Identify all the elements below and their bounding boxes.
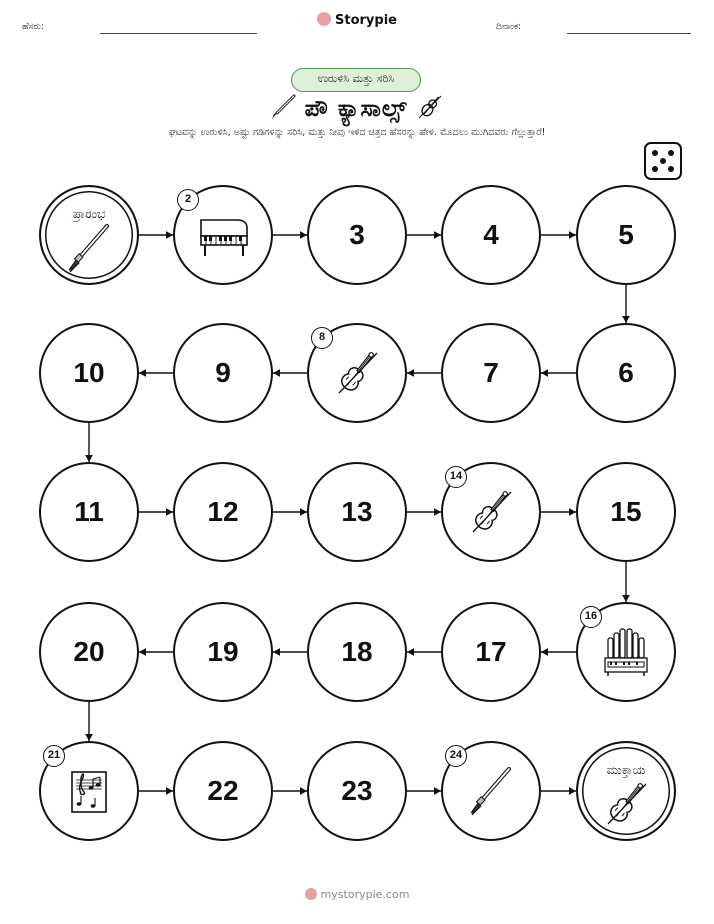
sheet-music-icon [64,766,114,816]
board-space-17[interactable] [441,602,541,702]
space-badge: 2 [177,189,199,211]
activity-pill: ಉರುಳಿಸಿ ಮತ್ತು ಸರಿಸಿ [291,68,421,92]
space-number: 9 [215,357,231,388]
arrow-head [407,369,414,377]
space-number: 11 [74,496,104,527]
arrow-head [300,231,307,239]
board-space-9[interactable] [173,323,273,423]
violin-icon [329,345,385,401]
space-number: 15 [610,496,642,527]
board-space-7[interactable] [441,323,541,423]
arrow-head [434,787,441,795]
arrow-head [541,369,548,377]
brand-name: Storypie [335,13,397,28]
board-space-23[interactable] [307,741,407,841]
arrow-head [85,734,93,741]
start-label: ಪ್ರಾರಂಭ [72,207,106,221]
violin-icon [463,484,519,540]
arrow-head [407,648,414,656]
board-space-19[interactable] [173,602,273,702]
brush-icon [463,763,519,819]
space-number: 10 [73,357,105,388]
arrow-head [166,508,173,516]
arrow-head [541,648,548,656]
board-space-10[interactable] [39,323,139,423]
board-space-6[interactable] [576,323,676,423]
violin-icon [598,776,654,832]
arrow-head [622,316,630,323]
space-number: 17 [475,636,507,667]
board-space-18[interactable] [307,602,407,702]
space-number: 4 [483,219,499,250]
arrow-head [569,787,576,795]
start-space[interactable] [39,185,139,285]
space-number: 23 [341,775,373,806]
finish-label: ಮುಕ್ತಾಯ [606,763,646,777]
arrow-head [622,595,630,602]
space-number: 3 [349,219,365,250]
space-number: 13 [341,496,373,527]
space-number: 12 [207,496,239,527]
space-number: 7 [483,357,499,388]
organ-icon [598,624,654,680]
arrow-head [166,787,173,795]
arrow-head [569,231,576,239]
title-text: ಪೌ ಕ್ಯಾಸಾಲ್ಸ್ [304,96,408,122]
arrow-head [139,648,146,656]
arrow-head [300,508,307,516]
board-space-12[interactable] [173,462,273,562]
space-badge: 8 [311,327,333,349]
board-space-4[interactable] [441,185,541,285]
piano-icon [193,210,253,260]
space-number: 22 [207,775,239,806]
arrow-head [273,648,280,656]
arrow-head [300,787,307,795]
date-label: ದಿನಾಂಕ: [496,22,522,32]
finish-space[interactable] [576,741,676,841]
arrow-head [273,369,280,377]
space-number: 6 [618,357,634,388]
space-number: 20 [73,636,105,667]
space-badge: 14 [445,466,467,488]
footer-url: mystorypie.com [320,888,410,901]
arrow-head [434,231,441,239]
space-badge: 21 [43,745,65,767]
brush-icon [61,220,117,276]
instructions: ಘಟವನ್ನು ಉರುಳಿಸಿ, ಅಷ್ಟು ಗಡಿಗಳನ್ನು ಸರಿಸಿ, ಮತ್ತು ನೀವು ಇಳಿದ ಚಿತ್ರದ ಹೆಸರನ್ನು ಹೇಳಿ. ಮೊದಲು ಮುಗಿದವರು ಗೆಲ್ಲುತ್ತಾರೆ! [168,127,546,138]
board-space-15[interactable] [576,462,676,562]
arrow-head [166,231,173,239]
board-space-20[interactable] [39,602,139,702]
name-label: ಹೆಸರು: [22,22,45,32]
space-badge: 24 [445,745,467,767]
footer [0,888,714,901]
board-space-13[interactable] [307,462,407,562]
arrow-head [139,369,146,377]
board-space-11[interactable] [39,462,139,562]
board-space-22[interactable] [173,741,273,841]
arrow-head [85,455,93,462]
space-number: 19 [207,636,239,667]
space-number: 5 [618,219,634,250]
board-space-3[interactable] [307,185,407,285]
arrow-head [569,508,576,516]
arrow-head [434,508,441,516]
board-space-5[interactable] [576,185,676,285]
space-number: 18 [341,636,373,667]
bear-logo-icon [305,888,317,900]
space-badge: 16 [580,606,602,628]
